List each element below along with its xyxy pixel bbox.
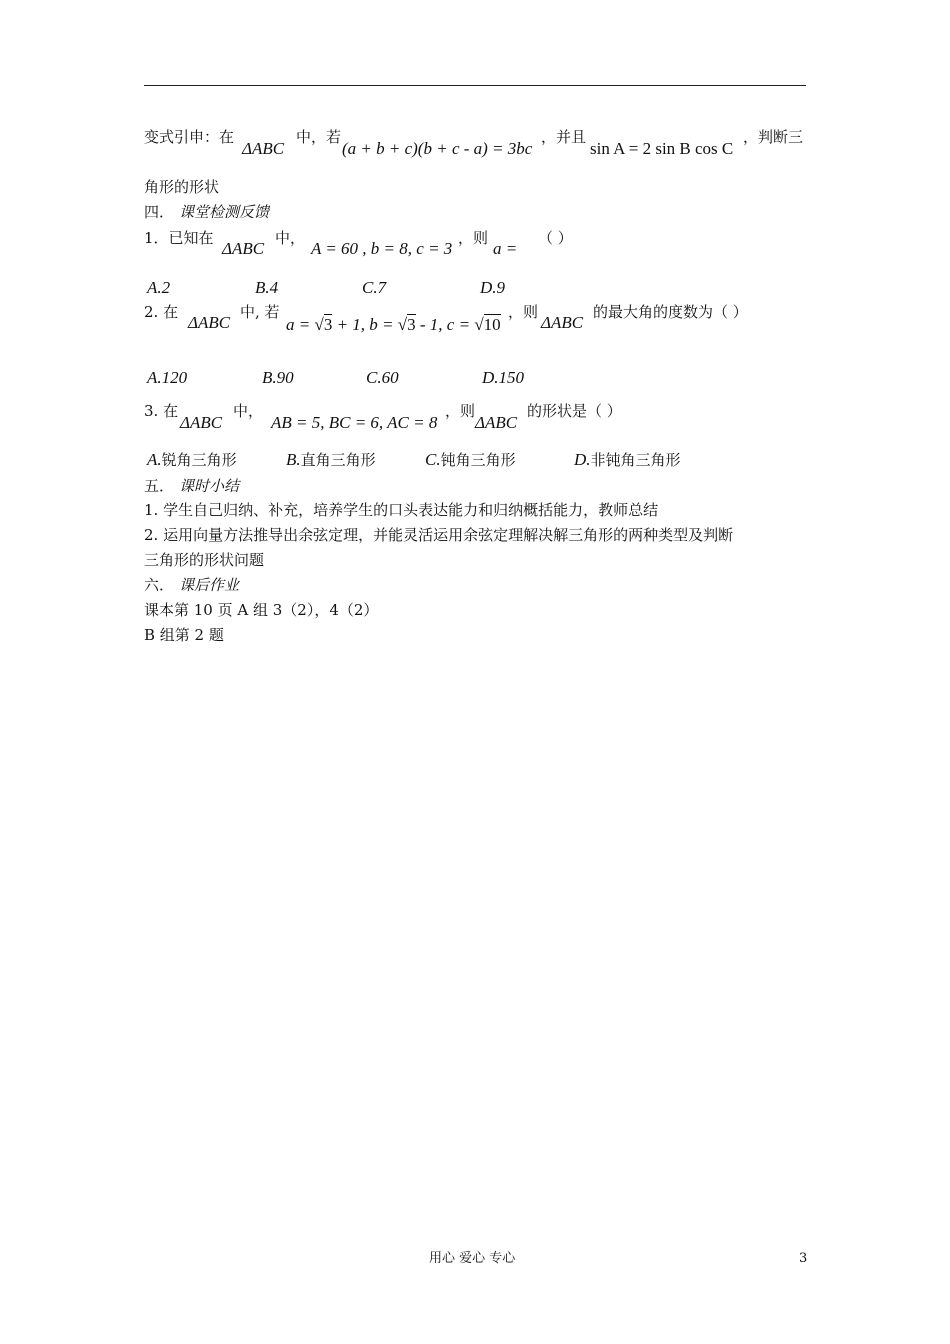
q2-option-c: C.60 (366, 368, 399, 387)
summary-point-2-line-2: 三角形的形状问题 (144, 551, 265, 569)
q1-option-c: C.7 (362, 278, 387, 297)
q1-option-b: B.4 (255, 278, 279, 297)
homework-line-2: B 组第 2 题 (144, 626, 224, 644)
footer-center: 用心 爱心 专心 (429, 1251, 516, 1266)
summary-point-2-line-1: 2. 运用向量方法推导出余弦定理，并能灵活运用余弦定理解决解三角形的两种类型及判断 (144, 526, 734, 544)
q3-option-d-text: 非钝角三角形 (590, 451, 681, 469)
q3-mid2: ，则 (445, 402, 476, 420)
q3-triangle-2: ΔABC (475, 413, 518, 432)
q1-answer-paren: （ ） (538, 229, 573, 247)
q1-mid: 中， (275, 229, 306, 247)
q1-equation: A = 60 , b = 8, c = 3 (311, 239, 453, 258)
summary-point-1: 1. 学生自己归纳、补充，培养学生的口头表达能力和归纳概括能力，教师总结 (144, 501, 659, 519)
q1-mid2: ，则 (458, 229, 489, 247)
q1-triangle: ΔABC (222, 239, 265, 258)
q3-option-b (286, 451, 376, 468)
q3-option-c-text: 钝角三角形 (440, 451, 516, 469)
q3-triangle: ΔABC (180, 413, 223, 432)
q2-sqrt-3b: 3 (407, 315, 416, 334)
q3-option-c (425, 451, 516, 468)
variant-equation-1: (a + b + c)(b + c - a) = 3bc (342, 139, 533, 158)
q1-option-a: A.2 (147, 278, 171, 297)
q2-prefix: 2. 在 (144, 303, 179, 321)
q1-option-d: D.9 (480, 278, 506, 297)
q2-sqrt-10: 10 (483, 315, 501, 334)
q3-option-d (574, 451, 681, 468)
q2-option-b: B.90 (262, 368, 294, 387)
section-4-number: 四． (144, 203, 175, 221)
q2-option-a: A.120 (147, 368, 188, 387)
q3-option-a-letter: A. (147, 450, 162, 469)
variant-prefix: 变式引申：在 (144, 128, 235, 146)
section-5-title: 课时小结 (179, 477, 240, 495)
header-rule (144, 85, 806, 86)
q2-eq-a: a = (286, 315, 311, 334)
variant-mid: 中，若 (296, 128, 342, 146)
q3-suffix: 的形状是（ ） (527, 402, 622, 420)
q3-option-a (147, 451, 237, 468)
q2-mid2: ，则 (508, 303, 539, 321)
q1-answer-var: a = (493, 239, 518, 258)
q2-suffix: 的最大角的度数为（ ） (593, 303, 748, 321)
variant-mid2: ，并且 (541, 128, 587, 146)
q2-mid: 中, 若 (240, 303, 280, 321)
section-5-number: 五． (144, 477, 175, 495)
q1-prefix: 1．已知在 (144, 229, 214, 247)
homework-line-1: 课本第 10 页 A 组 3（2），4（2） (144, 601, 379, 619)
q3-equation: AB = 5, BC = 6, AC = 8 (271, 413, 438, 432)
section-6-number: 六． (144, 576, 175, 594)
section-4-title: 课堂检测反馈 (179, 203, 270, 221)
q2-option-d: D.150 (482, 368, 525, 387)
q2-eq-p1: + 1, b = (336, 315, 394, 334)
q3-option-a-text: 锐角三角形 (161, 451, 237, 469)
variant-suffix: ，判断三 (743, 128, 804, 146)
page-number: 3 (799, 1251, 808, 1266)
q2-equation: a = √3 + 1, b = √3 - 1, c = √10 (286, 315, 501, 334)
q3-prefix: 3. 在 (144, 402, 179, 420)
q3-option-b-text: 直角三角形 (300, 451, 376, 469)
variant-equation-2: sin A = 2 sin B cos C (590, 139, 734, 158)
q2-triangle-2: ΔABC (541, 313, 584, 332)
q2-eq-m1: - 1, c = (419, 315, 471, 334)
q2-triangle: ΔABC (188, 313, 231, 332)
section-6-title: 课后作业 (179, 576, 240, 594)
q3-option-b-letter: B. (286, 450, 301, 469)
q3-option-c-letter: C. (425, 450, 441, 469)
variant-triangle: ΔABC (242, 139, 285, 158)
q3-option-d-letter: D. (574, 450, 591, 469)
q3-mid: 中， (233, 402, 264, 420)
variant-line2: 角形的形状 (144, 178, 220, 196)
q2-sqrt-3: 3 (323, 315, 333, 334)
